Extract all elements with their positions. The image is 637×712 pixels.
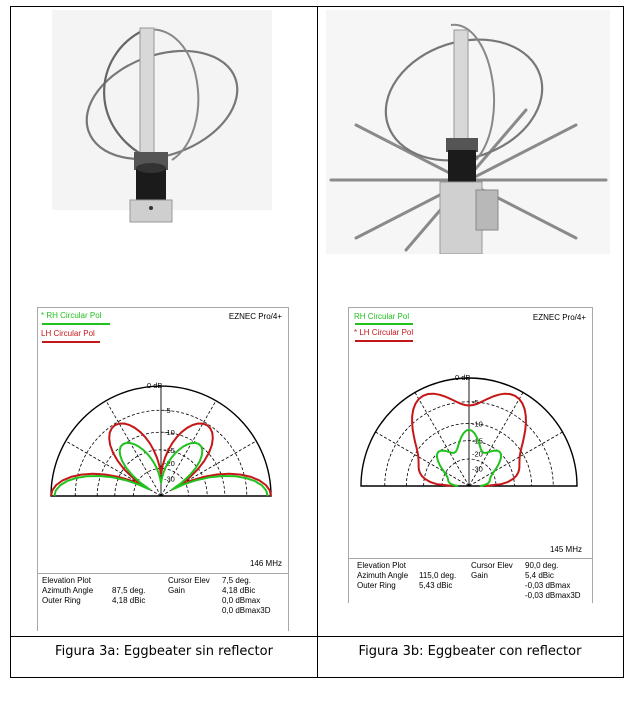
scale-label-right-1: -5 <box>472 397 479 407</box>
radiation-plot-right <box>348 307 593 603</box>
dbmax3d-left: 0,0 dBmax3D <box>222 606 271 615</box>
table-divider-vertical <box>317 6 318 678</box>
gain-value-right: 5,4 dBic <box>525 571 554 580</box>
frequency-left: 146 MHz <box>249 559 282 568</box>
legend-lh-right: * LH Circular Pol <box>354 328 414 337</box>
legend-rh-left: * RH Circular Pol <box>41 311 102 320</box>
antenna-photo-no-reflector <box>52 10 272 290</box>
outer-ring-label-left: Outer Ring <box>42 596 81 605</box>
azimuth-value-right: 115,0 deg. <box>419 571 457 580</box>
outer-ring-value-left: 4,18 dBic <box>112 596 146 605</box>
scale-label-left-2: -10 <box>164 428 175 438</box>
frequency-right: 145 MHz <box>549 545 582 554</box>
dbmax-left: 0,0 dBmax <box>222 596 261 605</box>
scale-label-right-4: -20 <box>472 449 483 459</box>
program-label-left: EZNEC Pro/4+ <box>228 312 282 321</box>
scale-label-right-0: 0 dB <box>455 373 471 382</box>
plot-type-right: Elevation Plot <box>357 561 406 570</box>
scale-label-left-0: 0 dB <box>147 381 163 390</box>
info-box-left <box>38 573 288 632</box>
legend-lh-left: LH Circular Pol <box>41 329 95 338</box>
cursor-value-left: 7,5 deg. <box>222 576 251 585</box>
azimuth-label-right: Azimuth Angle <box>357 571 409 580</box>
scale-label-right-2: -10 <box>472 419 483 429</box>
dbmax3d-right: -0,03 dBmax3D <box>525 591 581 600</box>
azimuth-value-left: 87,5 deg. <box>112 586 146 595</box>
scale-label-right-3: -15 <box>472 436 483 446</box>
program-label-right: EZNEC Pro/4+ <box>532 313 586 322</box>
azimuth-label-left: Azimuth Angle <box>42 586 94 595</box>
gain-label-left: Gain <box>168 586 185 595</box>
scale-label-right-5: -30 <box>472 464 483 474</box>
outer-ring-label-right: Outer Ring <box>357 581 396 590</box>
scale-label-left-5: -30 <box>164 474 175 484</box>
gain-label-right: Gain <box>471 571 488 580</box>
gain-value-left: 4,18 dBic <box>222 586 256 595</box>
legend-rh-swatch-left <box>42 323 110 325</box>
scale-label-left-3: -15 <box>164 445 175 455</box>
table-divider-horizontal <box>10 636 624 637</box>
cursor-label-left: Cursor Elev <box>168 576 210 585</box>
cursor-value-right: 90,0 deg. <box>525 561 559 570</box>
antenna-photo-with-reflector <box>326 10 610 254</box>
legend-rh-swatch-right <box>355 323 413 325</box>
caption-figure-3a: Figura 3a: Eggbeater sin reflector <box>55 644 273 659</box>
cursor-label-right: Cursor Elev <box>471 561 513 570</box>
scale-label-left-4: -20 <box>164 459 175 468</box>
scale-label-left-1: -5 <box>164 406 171 416</box>
dbmax-right: -0,03 dBmax <box>525 581 571 590</box>
radiation-plot-left <box>37 307 289 631</box>
caption-figure-3b: Figura 3b: Eggbeater con reflector <box>358 644 582 659</box>
legend-rh-right: RH Circular Pol <box>354 312 410 321</box>
info-box-right <box>349 558 592 603</box>
legend-lh-swatch-right <box>355 340 413 342</box>
plot-type-left: Elevation Plot <box>42 576 91 585</box>
legend-lh-swatch-left <box>42 341 100 343</box>
outer-ring-value-right: 5,43 dBic <box>419 581 453 590</box>
